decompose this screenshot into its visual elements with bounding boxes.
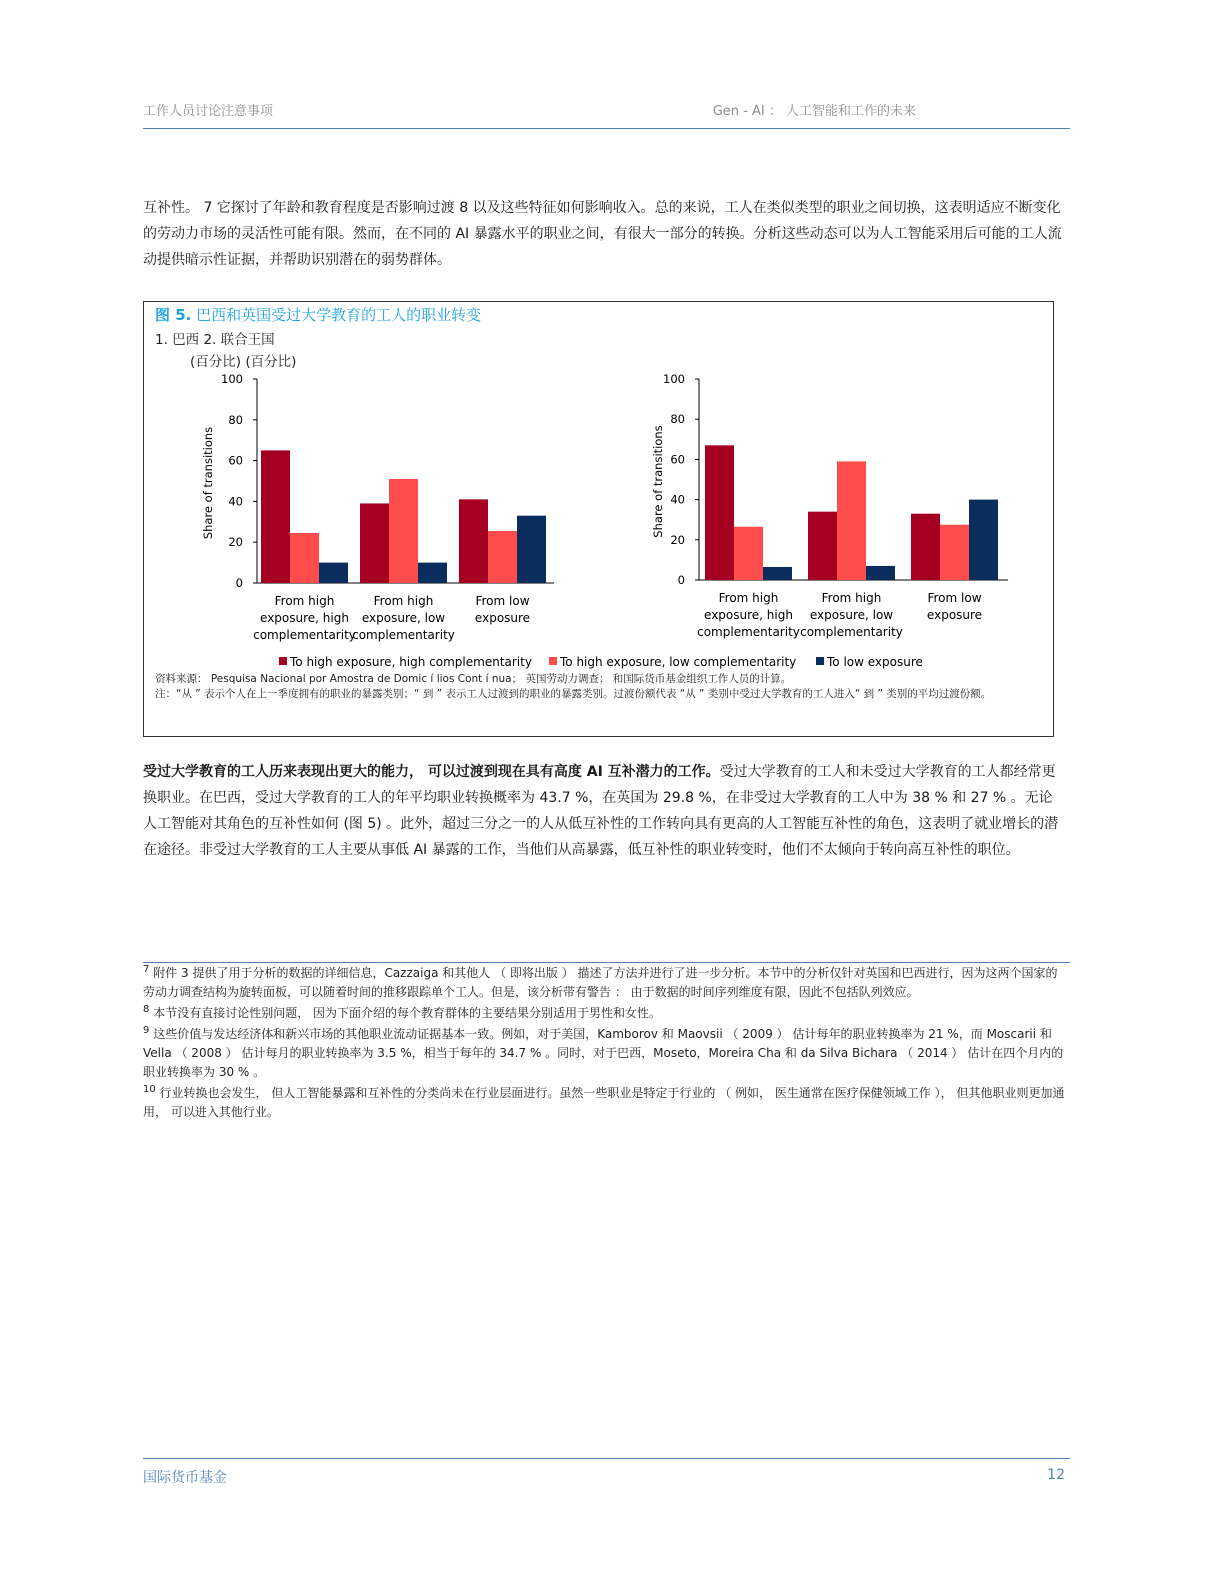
legend-swatch-3	[816, 657, 824, 665]
bar-1-2-3	[418, 563, 447, 583]
figure-unit: (百分比) (百分比)	[190, 354, 297, 370]
x-category-label: From high	[274, 594, 335, 608]
legend-swatch-1	[279, 657, 287, 665]
footnote-number: 8	[143, 1004, 150, 1015]
y-tick-label: 40	[228, 494, 243, 509]
figure-title-text: 巴西和英国受过大学教育的工人的职业转变	[191, 306, 482, 324]
x-category-label: exposure	[474, 611, 531, 625]
x-category-label: exposure, high	[704, 608, 793, 622]
body-paragraph	[143, 759, 1063, 863]
bar-2-1-2	[734, 527, 763, 580]
footnote-divider	[143, 962, 1070, 963]
x-category-label: complementarity	[800, 625, 903, 639]
figure-number: 图 5.	[155, 306, 192, 324]
bar-1-1-3	[319, 563, 348, 583]
y-tick-label: 20	[228, 535, 243, 550]
page-footer	[143, 1458, 1070, 1486]
bar-2-1-3	[763, 567, 792, 580]
y-tick-label: 80	[670, 412, 685, 427]
y-tick-label: 40	[670, 492, 685, 507]
footnote-number: 10	[143, 1084, 156, 1095]
x-category-label: exposure	[926, 608, 983, 622]
bar-1-2-1	[360, 503, 389, 583]
footnote-text: 附件 3 提供了用于分析的数据的详细信息，Cazzaiga 和其他人 （ 即将出版 ） 描述了方法并进行了进一步分析。本节中的分析仅针对英国和巴西进行，因为这两个国家的劳动力调查结构为旋转面板，可以随着时间的推移跟踪单个工人。但是，该分析带有警告 ： 由于数据的时间序列维度有限，因此不包括队列效应。	[143, 966, 1058, 999]
footnote-9	[143, 1025, 1067, 1082]
bar-1-2-2	[389, 479, 418, 583]
bar-1-3-1	[459, 499, 488, 583]
x-category-label: From low	[927, 591, 982, 605]
legend-swatch-2	[549, 657, 557, 665]
y-axis-label: Share of transitions	[201, 426, 215, 540]
header-left-title: 工作人员讨论注意事项	[143, 104, 274, 119]
bar-2-3-3	[969, 500, 998, 580]
footer-org: 国际货币基金	[143, 1470, 227, 1486]
body-paragraph-lead: 受过大学教育的工人历来表现出更大的能力， 可以过渡到现在具有高度 AI 互补潜力的工作。	[143, 764, 720, 780]
footnote-8	[143, 1004, 1067, 1023]
y-tick-label: 100	[221, 372, 243, 386]
intro-paragraph: 互补性。 7 它探讨了年龄和教育程度是否影响过渡 8 以及这些特征如何影响收入。总的来说，工人在类似类型的职业之间切换，这表明适应不断变化的劳动力市场的灵活性可能有限。然而，在不同的 AI 暴露水平的职业之间，有很大一部分的转换。分析这些动态可以为人工智能采用后可能的工人流动提供暗示性证据，并帮助识别潜在的弱势群体。	[143, 200, 1062, 268]
bar-2-1-1	[705, 445, 734, 580]
y-tick-label: 100	[663, 372, 685, 386]
bar-1-1-1	[261, 450, 290, 583]
figure-source: 资料来源： Pesquisa Nacional por Amostra de Domic í lios Cont í nua； 英国劳动力调查； 和国际货币基金组织工作人员的计算。	[155, 673, 792, 685]
bar-1-3-2	[488, 531, 517, 583]
footnote-number: 7	[143, 964, 150, 975]
figure-5	[143, 301, 1054, 737]
legend-label-1: To high exposure, high complementarity	[290, 655, 532, 669]
y-tick-label: 60	[228, 453, 243, 468]
x-category-label: exposure, low	[361, 611, 446, 625]
header-right-title: Gen - AI ： 人工智能和工作的未来	[712, 104, 916, 119]
legend-label-2: To high exposure, low complementarity	[560, 655, 797, 669]
y-tick-label: 0	[235, 576, 243, 590]
page-header	[143, 100, 1070, 129]
y-tick-label: 60	[670, 452, 685, 467]
footnote-text: 本节没有直接讨论性别问题， 因为下面介绍的每个教育群体的主要结果分别适用于男性和女性。	[149, 1006, 662, 1020]
x-category-label: From high	[373, 594, 434, 608]
x-category-label: From low	[475, 594, 530, 608]
figure-source-notes	[155, 672, 1045, 702]
y-tick-label: 20	[670, 532, 685, 547]
footnote-number: 9	[143, 1025, 150, 1036]
figure-note: 注：“从 ” 表示个人在上一季度拥有的职业的暴露类别；“ 到 ” 表示工人过渡到的职业的暴露类别。过渡份额代表 “从 ” 类别中受过大学教育的工人进入“ 到 ” 类别的平均过渡份额。	[155, 688, 992, 700]
footnotes	[143, 964, 1067, 1124]
y-axis-label: Share of transitions	[651, 425, 665, 538]
x-category-label: complementarity	[253, 628, 356, 642]
page-number: 12	[1047, 1467, 1065, 1483]
x-category-label: complementarity	[352, 628, 455, 642]
bar-2-3-2	[940, 525, 969, 580]
charts-canvas	[144, 302, 1053, 682]
body-paragraph-text: 受过大学教育的工人和未受过大学教育的工人都经常更换职业。在巴西，受过大学教育的工人的年平均职业转换概率为 43.7 %，在英国为 29.8 %，在非受过大学教育的工人中为 38 % 和 27 % 。无论人工智能对其角色的互补性如何 (图 5) 。此外，超过三分之一的人从低互补性的工作转向具有更高的人工智能互补性的角色，这表明了就业增长的潜在途径。非受过大学教育的工人主要从事低 AI 暴露的工作，当他们从高暴露，低互补性的职业转变时，他们不太倾向于转向高互补性的职位。	[143, 764, 1059, 858]
x-category-label: complementarity	[697, 625, 800, 639]
x-category-label: From high	[718, 591, 779, 605]
bar-2-2-2	[837, 461, 866, 580]
x-category-label: From high	[821, 591, 882, 605]
x-category-label: exposure, high	[260, 611, 349, 625]
footnote-7	[143, 964, 1067, 1002]
bar-1-1-2	[290, 533, 319, 583]
bar-2-3-1	[911, 514, 940, 580]
y-tick-label: 80	[228, 412, 243, 427]
legend-label-3: To low exposure	[827, 655, 923, 669]
figure-subtitle: 1. 巴西 2. 联合王国	[155, 332, 275, 348]
y-tick-label: 0	[677, 573, 685, 587]
footnote-text: 这些价值与发达经济体和新兴市场的其他职业流动证据基本一致。例如，对于美国，Kamborov 和 Maovsii （ 2009 ） 估计每年的职业转换率为 21 %，而 Moscarii 和 Vella （ 2008 ） 估计每月的职业转换率为 3.5 %，相当于每年的 34.7 % 。同时，对于巴西，Moseto，Moreira Cha 和 da Silva Bichara （ 2014 ） 估计在四个月内的职业转换率为 30 % 。	[143, 1027, 1064, 1079]
footnote-text: 行业转换也会发生， 但人工智能暴露和互补性的分类尚未在行业层面进行。虽然一些职业是特定于行业的 （ 例如， 医生通常在医疗保健领域工作 ）， 但其他职业则更加通用， 可以进入其他行业。	[143, 1086, 1065, 1119]
bar-2-2-3	[866, 566, 895, 580]
x-category-label: exposure, low	[809, 608, 894, 622]
bar-2-2-1	[808, 512, 837, 580]
footnote-10	[143, 1084, 1067, 1122]
bar-1-3-3	[517, 516, 546, 583]
